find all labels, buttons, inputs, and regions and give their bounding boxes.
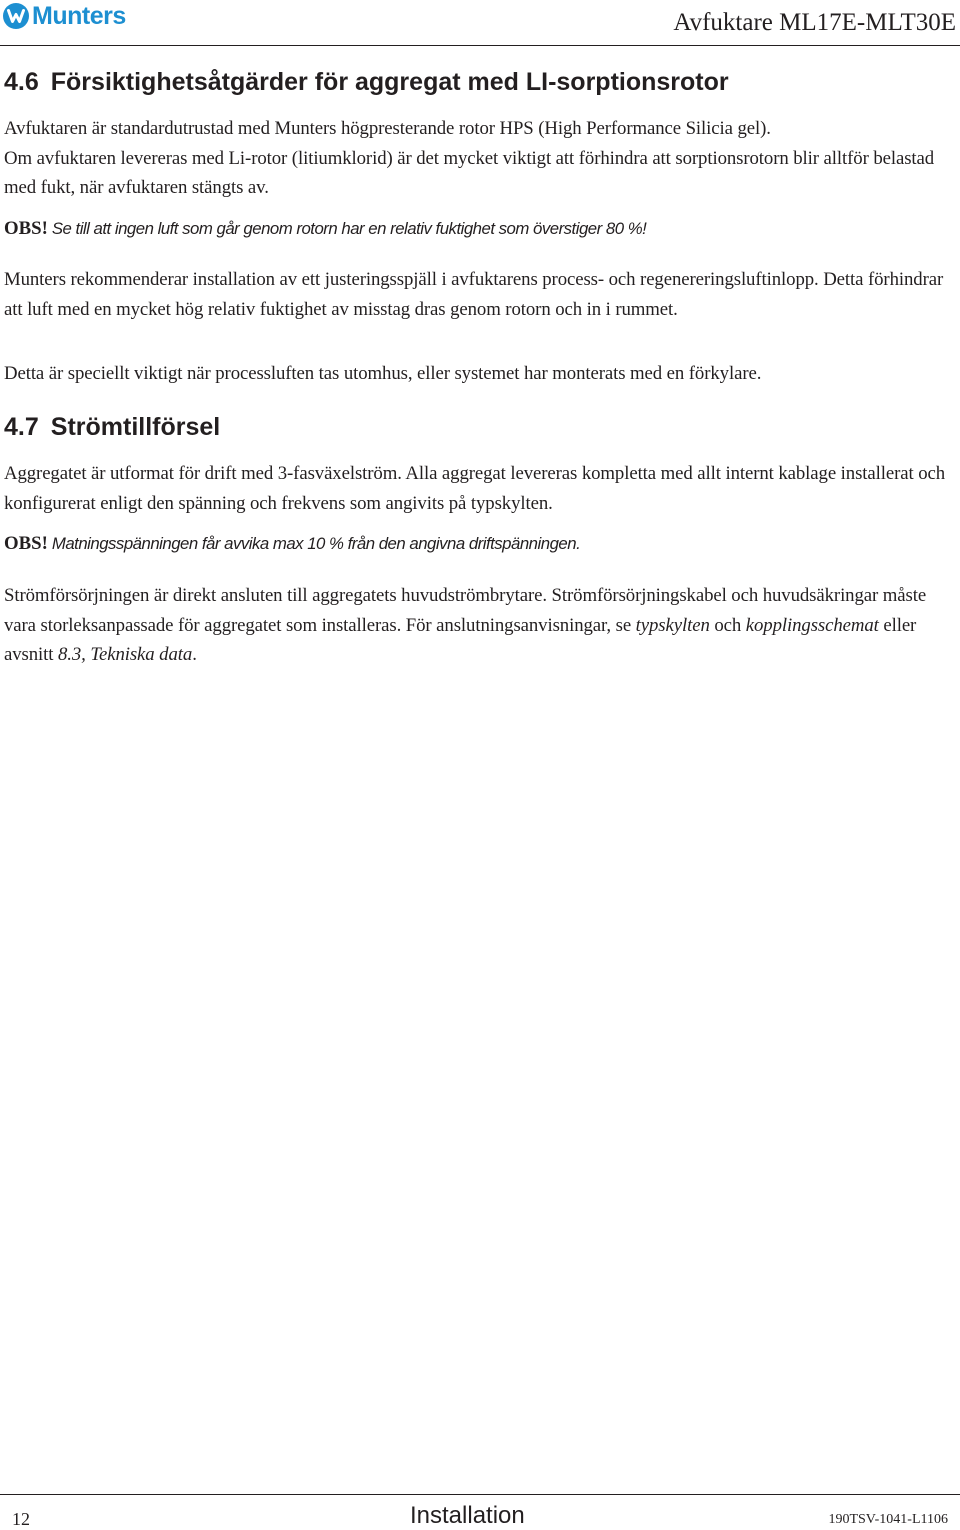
paragraph-rotor-intro (4, 114, 958, 203)
note-label: OBS! (4, 218, 48, 239)
paragraph-line: Avfuktaren är standardutrustad med Munters högpresterande rotor HPS (High Performance Silicia gel). (4, 118, 771, 139)
section-heading-4-6 (4, 66, 729, 98)
note-text: Se till att ingen luft som går genom rotorn har en relativ fuktighet som överstiger 80 %! (51, 219, 647, 238)
paragraph-damper-recommendation: Munters rekommenderar installation av ett justeringsspjäll i avfuktarens process- och regenereringsluftinlopp. Detta förhindrar att luft med en mycket hög relativ fuktighet av misstag dras genom rotorn och in i rummet. (4, 269, 944, 320)
reference-typskylten: typskylten (635, 614, 710, 636)
paragraph-power-supply: Aggregatet är utformat för drift med 3-fasväxelström. Alla aggregat levereras kompletta med allt internt kablage installerat och konfigurerat enligt den spänning och frekvens som angivits på typskylten. (4, 463, 946, 514)
section-number: 4.7 (4, 413, 39, 441)
paragraph-outdoor-air: Detta är speciellt viktigt när processluften tas utomhus, eller systemet har monterats med en förkylare. (4, 363, 762, 384)
note-humidity (4, 215, 958, 244)
document-title: Avfuktare ML17E-MLT30E (673, 9, 956, 36)
footer-section-title: Installation (410, 1502, 525, 1529)
section-title: Strömtillförsel (50, 413, 221, 441)
brand-name: Munters (32, 2, 126, 30)
section-number: 4.6 (4, 68, 39, 96)
paragraph-continuation: Om avfuktaren levereras med Li-rotor (litiumklorid) är det mycket viktigt att förhindra att sorptionsrotorn blir alltför belastad med fukt, när avfuktaren stängts av. (4, 147, 935, 198)
paragraph-text: . (192, 644, 197, 665)
munters-logo (2, 2, 126, 30)
paragraph-text: Strömförsörjningen är direkt ansluten till aggregatets huvudströmbrytare. Strömförsörjningskabel och huvudsäkringar måste vara storleksanpassade för aggregatet som installeras. För anslutningsanvisningar, se (4, 585, 927, 636)
paragraph-text: och (709, 614, 746, 636)
section-title: Försiktighetsåtgärder för aggregat med LI-sorptionsrotor (50, 68, 729, 96)
note-voltage (4, 530, 958, 559)
note-label: OBS! (4, 533, 48, 554)
paragraph-text: eller avsnitt (4, 614, 917, 665)
note-text: Matningsspänningen får avvika max 10 % från den angivna driftspänningen. (51, 534, 581, 553)
document-code: 190TSV-1041-L1106 (828, 1512, 948, 1527)
header-divider (0, 45, 960, 46)
page-header (0, 0, 960, 48)
footer-divider (0, 1494, 960, 1495)
page-number: 12 (12, 1509, 30, 1529)
reference-tekniska-data: 8.3, Tekniska data (57, 644, 193, 665)
section-heading-4-7 (4, 411, 220, 443)
munters-logo-icon (2, 2, 30, 30)
reference-kopplingsschemat: kopplingsschemat (745, 614, 879, 636)
paragraph-main-switch (4, 581, 958, 670)
